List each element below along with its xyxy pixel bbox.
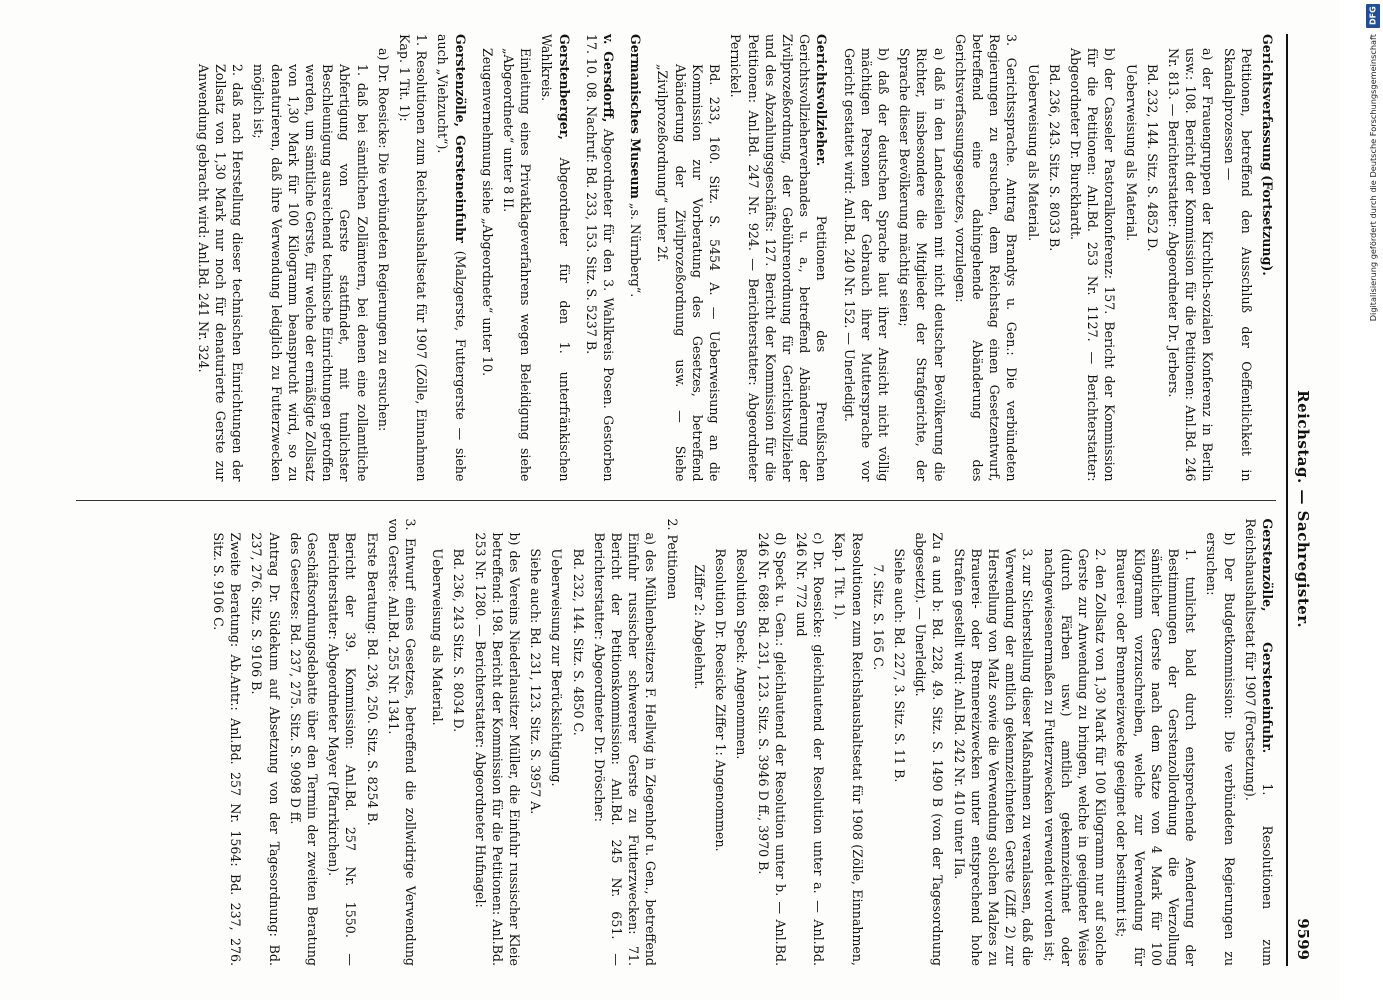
- index-entry: 1. Resolutionen zum Reichshaushaltsetat für 1907 (Zölle, Einnahmen Kap. 1 Tit. 1):: [397, 34, 430, 482]
- index-entry: Bd. 233, 160. Sitz. S. 5454 A. — Ueberweisung an die Kommission zur Vorberatung des Gesetzes, betreffend Abänderung der Zivilprozeßordnung usw. — Siehe „Zivilprozeßordnung“ unter 2f.: [655, 64, 723, 482]
- index-entry: 3. Gerichtssprache. Antrag Brandys u. Gen.: Die verbündeten Regierungen zu ersuchen, dem Reichstag einen Gesetzentwurf, betreffend eine dahingehende Abänderung des Gerichtsverfassungsgesetzes, vorzulegen:: [952, 34, 1020, 482]
- index-entry: Bd. 232, 144. Sitz. S. 4852 D.: [1144, 64, 1160, 252]
- spacer: [644, 34, 650, 482]
- spacer: [573, 34, 579, 482]
- index-entry: 2. Petitionen: [664, 518, 680, 600]
- right-column: [76, 519, 1276, 967]
- index-entry: Bericht der 39. Kommission: Anl.Bd. 257 Nr. 1550. — Berichterstatter: Abgeordneter Mayer (Pfarrkirchen).: [326, 532, 359, 966]
- index-entry: Ziffer 2: Abgelehnt.: [691, 564, 707, 690]
- spacer: [830, 34, 836, 482]
- index-entry-text: 1. Resolutionen zum Reichshaushaltsetat für 1907 (Fortsetzung).: [1242, 518, 1275, 966]
- index-entry: 2. den Zollsatz von 1,30 Mark für 100 Kilogramm nur auf solche Gerste zur Anwendung zu bringen, welche in geeigneter Weise (durch Färben usw.) amtlich gekennzeichnet oder nachgewiesenermaßen zu Futterzwecken verwendet worden ist;: [1041, 548, 1109, 966]
- index-entry-text: Abgeordneter für den 3. Wahlkreis Posen. Gestorben 17. 10. 08. Nachruf: Bd. 233, 153. Sitz. S. 5237 B.: [583, 34, 617, 482]
- index-keyword: Gerstenzölle, Gersteneinfuhr: [452, 34, 468, 243]
- column-divider: [76, 500, 1276, 501]
- index-keyword: Gerichtsvollzieher.: [814, 34, 830, 167]
- index-entry: Ueberweisung als Material.: [430, 548, 446, 726]
- index-heading-entry: [727, 34, 830, 482]
- index-keyword: Gerichtsverfassung (Fortsetzung).: [1260, 34, 1275, 276]
- index-entry: Resolutionen zum Reichshaushaltsetat für 1908 (Zölle, Einnahmen, Kap. 1 Tit. 1).: [832, 532, 865, 966]
- index-entry-text: Abgeordneter für den 1. unterfränkischen Wahlkreis.: [539, 34, 572, 482]
- header-rule: [1286, 34, 1288, 966]
- index-entry: Ueberweisung als Material.: [1025, 64, 1041, 242]
- left-column: [76, 34, 1276, 482]
- index-entry: 3. Entwurf eines Gesetzes, betreffend die zollwidrige Verwendung von Gerste: Anl.Bd. 255 Nr. 1341.: [385, 518, 419, 966]
- index-entry: b) Der Budgetkommission: Die verbündeten Regierungen zu ersuchen:: [1204, 532, 1237, 966]
- index-entry-text: Petitionen des Preußischen Gerichtsvollzieherverbandes u. a., betreffend Abänderung der Zivilprozeßordnung, der Gebührenordnung für Gerichtsvollzieher und des Abzahlungsgeschäfts: 127. Bericht der Kommission für die Petitionen: Anl.Bd. 247 Nr. 924. — Berichterstatter: Abgeordneter Pernickel.: [728, 34, 830, 482]
- index-entry: d) Speck u. Gen.: gleichlautend der Resolution unter b. — Anl.Bd. 246 Nr. 688: Bd. 231, 123. Sitz. S. 3946 D ff., 3970 B.: [755, 532, 788, 966]
- index-heading-entry: [583, 34, 617, 482]
- index-entry-text: (Malzgerste, Futtergerste — siehe auch „Viehzucht“).: [435, 34, 468, 482]
- index-entry: Erste Beratung: Bd. 236, 250. Sitz. S. 8254 B.: [364, 532, 380, 826]
- index-entry: Zeugenvernehmung siehe „Abgeordnete“ unter 10.: [479, 48, 495, 377]
- index-keyword: Gerstenberger,: [556, 34, 572, 140]
- index-entry: Bd. 236, 243. Sitz. S. 8033 B.: [1046, 64, 1062, 252]
- index-keyword: Germanisches Museum: [628, 34, 644, 199]
- index-entry: Bd. 236, 243 Sitz. S. 8034 D.: [451, 548, 467, 733]
- index-entry: b) daß der deutschen Sprache laut ihrer Ansicht nicht völlig mächtigen Personen der Gebrauch ihrer Muttersprache vor Gericht gestattet wird: Anl.Bd. 240 Nr. 152. — Unerledigt.: [841, 48, 891, 482]
- spacer: [617, 34, 623, 482]
- page-number: 9599: [1294, 918, 1312, 960]
- index-entry: b) der Casseler Pastoralkonferenz: 157. Bericht der Kommission für die Petitionen: Anl.Bd. 253 Nr. 1127. — Berichterstatter: Abgeordneter Dr. Burckhardt.: [1067, 48, 1118, 482]
- index-heading-entry: [1242, 519, 1276, 967]
- index-keyword: v. Gersdorff,: [601, 34, 617, 123]
- index-entry: Resolution Dr. Roesicke Ziffer 1: Angenommen.: [713, 548, 729, 852]
- running-header: [1288, 34, 1312, 966]
- index-entry: a) daß in den Landesteilen mit nicht deutscher Bevölkerung die Richter, insbesondere die Mitglieder der Strafgerichte, der Sprache dieser Bevölkerung mächtig seien;: [897, 48, 947, 482]
- index-heading-entry: [627, 34, 644, 482]
- index-entry-text: „s. Nürnberg“.: [628, 198, 644, 298]
- index-entry: Einleitung eines Privatklageverfahrens wegen Beleidigung siehe „Abgeordnete“ unter 8 II.: [501, 48, 534, 482]
- index-entry: Ueberweisung als Material.: [1123, 64, 1139, 242]
- header-title: Reichstag. — Sachregister.: [1294, 390, 1312, 629]
- spacer: [681, 519, 687, 967]
- digitization-credit: [1365, 4, 1381, 996]
- index-entry: Zweite Beratung: Ab.Antr.: Anl.Bd. 257 Nr. 1564: Bd. 237, 276. Sitz. S. 9106 C.: [211, 532, 244, 966]
- index-entry: 1. daß bei sämtlichen Zollämtern, bei denen eine zollamtliche Abfertigung von Gerste stattfindet, mit tunlichster Beschleunigung ausreichend technische Einrichtungen getroffen werden, um sämtliche Gerste, für welche der ermäßigte Zollsatz von 1,30 Mark für 100 Kilogramm beansprucht wird, so zu denaturieren, daß ihre Verwendung lediglich zu Futterzwecken möglich ist;: [251, 64, 370, 482]
- index-entry: Siehe auch: Bd. 231, 123. Sitz. S. 3957 A.: [528, 548, 544, 815]
- spacer: [469, 34, 475, 482]
- index-entry: 7. Sitz. S. 165 C.: [870, 564, 886, 671]
- index-entry: Zu a und b: Bd. 228, 49. Sitz. S. 1490 B (von der Tagesordnung abgesetzt). — Unerledigt.: [913, 532, 946, 966]
- index-heading-entry: [1259, 34, 1276, 482]
- index-entry: Siehe auch: Bd. 227, 3. Sitz. S. 11 B.: [891, 548, 907, 783]
- spacer: [419, 519, 425, 967]
- index-entry: a) der Frauengruppen der Kirchlich-sozialen Konferenz in Berlin usw.: 108. Bericht der Kommission für die Petitionen: Anl.Bd. 246 Nr. 813. — Berichterstatter: Abgeordneter Dr. Jerbers.: [1165, 48, 1216, 482]
- columns: [76, 34, 1276, 966]
- index-entry: 2. daß nach Herstellung dieser technischen Einrichtungen der Zollsatz von 1,30 Mark nur noch für denaturierte Gerste zur Anwendung gebracht wird: Anl.Bd. 241 Nr. 324.: [195, 64, 246, 482]
- dfg-logo: DFG: [1366, 4, 1380, 28]
- index-entry: Bd. 232, 144. Sitz. S. 4850 C.: [570, 548, 586, 736]
- dfg-credit-text: Digitalisierung gefördert durch die Deutsche Forschungsgemeinschaft: [1368, 34, 1378, 322]
- index-entry: 3. zur Sicherstellung dieser Maßnahmen zu veranlassen, daß die Verwendung der amtlich gekennzeichneten Gerste (Ziff. 2) zur Herstellung von Malz sowie die Verwendung solchen Malzes zu Brauerei- oder Brennereizwecken unter entsprechend hohe Strafen gestellt wird: Anl.Bd. 242 Nr. 410 unter IIa.: [951, 548, 1036, 966]
- index-entry: a) Dr. Roesicke: Die verbündeten Regierungen zu ersuchen:: [375, 48, 391, 432]
- index-heading-entry: [538, 34, 572, 482]
- index-entry: Petitionen, betreffend den Ausschluß der Oeffentlichkeit in Skandalprozessen —: [1221, 48, 1254, 482]
- index-entry: Antrag Dr. Südekum auf Absetzung von der Tagesordnung: Bd. 237, 276. Sitz. S. 9106 B.: [249, 532, 282, 966]
- index-entry: 1. tunlichst bald durch entsprechende Aenderung der Bestimmungen der Gerstenzollordnung die Verzollung sämtlicher Gerste nach dem Satze von 4 Mark für 100 Kilogramm vorzuschreiben, welche zur Verwendung für Brauerei- oder Brennereizwecke geeignet oder bestimmt ist;: [1114, 548, 1199, 966]
- index-entry: c) Dr. Roesicke: gleichlautend der Resolution unter a. — Anl.Bd. 246 Nr. 772 und: [793, 532, 827, 966]
- index-entry: Ueberweisung zur Berücksichtigung.: [549, 548, 565, 787]
- index-keyword: Gerstenzölle, Gersteneinfuhr.: [1260, 518, 1275, 754]
- index-heading-entry: [434, 34, 468, 482]
- index-entry: b) des Vereins Niederlausitzer Müller, die Einfuhr russischer Kleie betreffend: 198. Bericht der Kommission für die Petitionen: Anl.Bd. 253 Nr. 1280. — Berichterstatter: Abgeordneter Hufnagel:: [472, 532, 523, 966]
- index-entry: Geschäftsordnungsdebatte über den Termin der zweiten Beratung des Gesetzes: Bd. 237, 275. Sitz. S. 9098 D ff.: [287, 532, 321, 966]
- index-entry: Resolution Speck: Angenommen.: [734, 548, 750, 760]
- index-entry: a) des Mühlenbesitzers F. Hellwig in Ziegenhof u. Gen., betreffend Einfuhr russischer schwererer Gerste zu Futterzwecken: 71. Bericht der Petitionskommission: Anl.Bd. 245 Nr. 651. — Berichterstatter: Abgeordneter Dr. Dröscher:: [591, 532, 659, 966]
